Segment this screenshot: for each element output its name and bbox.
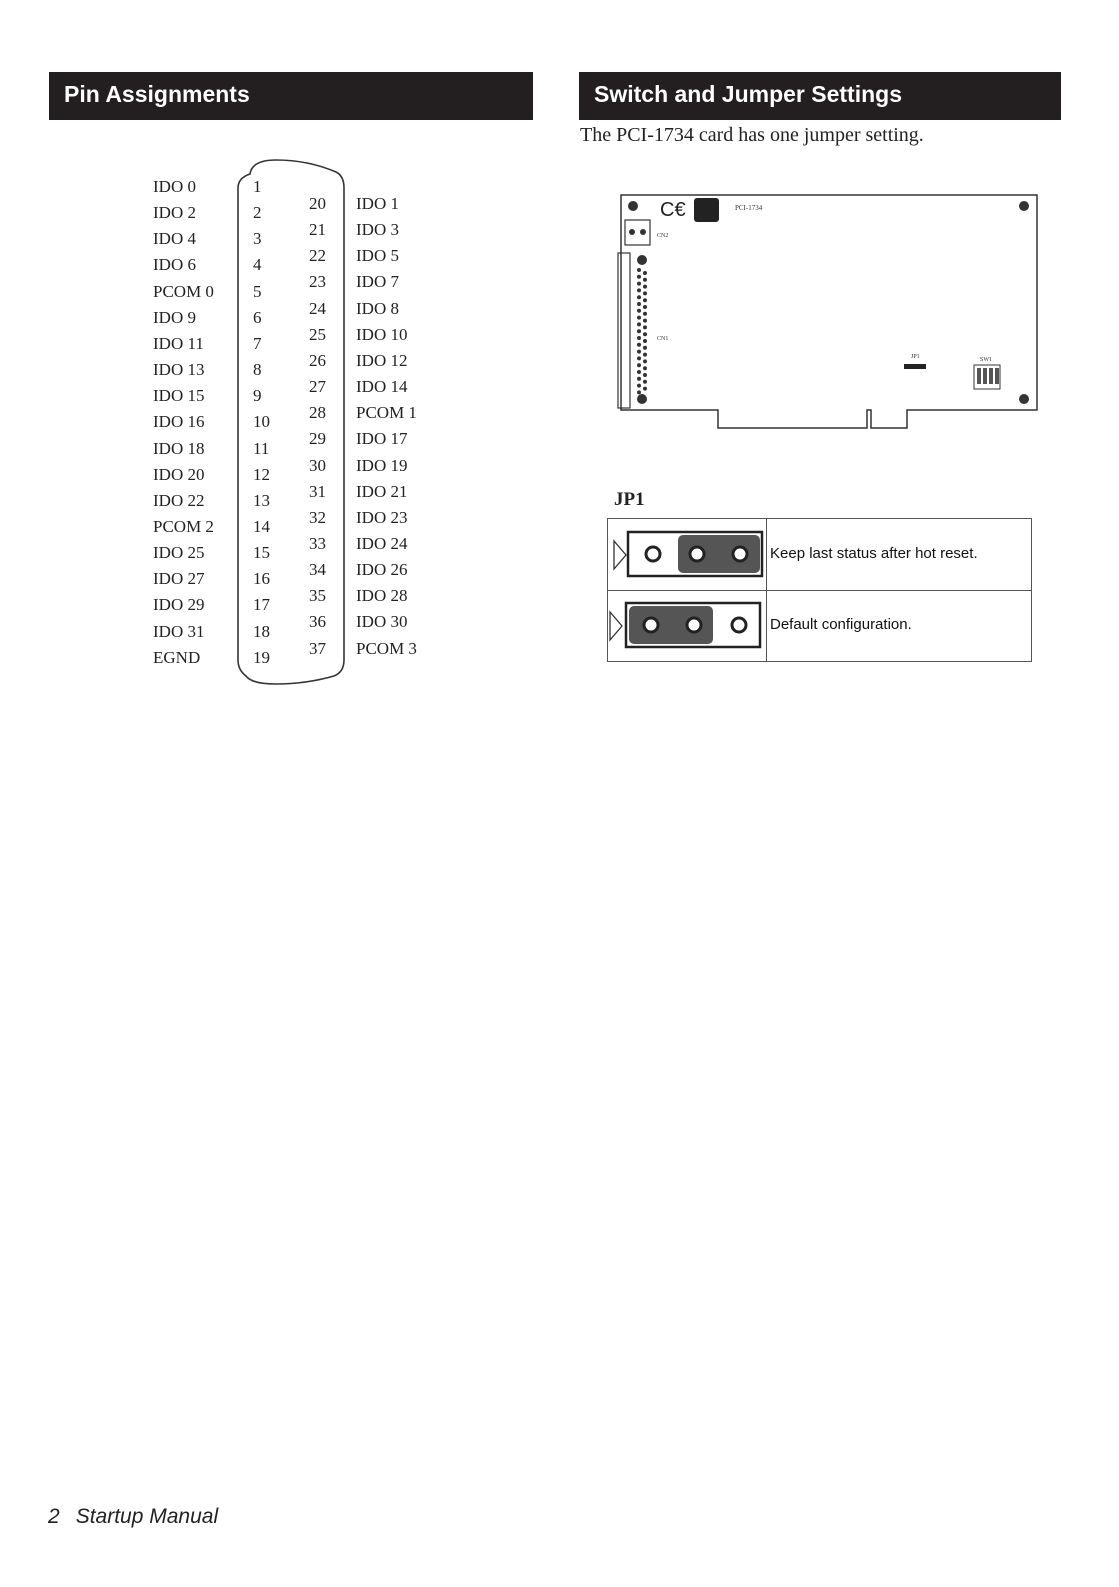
pin-number: 29 <box>309 429 326 448</box>
pin-label: IDO 7 <box>356 272 399 291</box>
pin-number: 21 <box>309 220 326 239</box>
pin-number: 14 <box>253 517 270 536</box>
pin-label: IDO 11 <box>153 334 204 353</box>
cn2-label: CN2 <box>657 233 669 239</box>
pin-label: IDO 3 <box>356 220 399 239</box>
pin-number: 32 <box>309 508 326 527</box>
pin-label: IDO 28 <box>356 586 408 605</box>
jumper-1-2-shorted-icon <box>608 590 766 662</box>
pin-number: 16 <box>253 569 270 588</box>
pin-number: 31 <box>309 482 326 501</box>
pin-label: IDO 15 <box>153 386 205 405</box>
pin-number: 7 <box>253 334 262 353</box>
jumper-row <box>608 519 1031 591</box>
page-footer <box>48 1505 218 1529</box>
pin-number: 1 <box>253 177 262 196</box>
jp1-label: JP1 <box>911 354 920 360</box>
pin-number: 23 <box>309 272 326 291</box>
pin-number: 37 <box>309 639 326 658</box>
pin-number: 13 <box>253 491 270 510</box>
pin-number: 28 <box>309 403 326 422</box>
jumper-table <box>607 518 1032 662</box>
pin-number: 4 <box>253 255 262 274</box>
pin-label: IDO 6 <box>153 255 196 274</box>
pin-label: IDO 5 <box>356 246 399 265</box>
pin-number: 17 <box>253 595 270 614</box>
pin-number: 12 <box>253 465 270 484</box>
pin-number: 18 <box>253 622 270 641</box>
pin-label: IDO 10 <box>356 325 408 344</box>
pin-number: 2 <box>253 203 262 222</box>
pin-number: 9 <box>253 386 262 405</box>
sw1-label: SW1 <box>980 357 992 363</box>
pin-label: IDO 27 <box>153 569 205 588</box>
pin-label: IDO 25 <box>153 543 205 562</box>
page-number: 2 <box>48 1505 60 1528</box>
jumper-title: JP1 <box>614 489 645 510</box>
jumper-description: Default configuration. <box>770 616 912 633</box>
board-model-label: PCI-1734 <box>735 204 763 212</box>
pin-label: IDO 16 <box>153 412 205 431</box>
pin-label: IDO 19 <box>356 456 408 475</box>
pin-number: 20 <box>309 194 326 213</box>
pin-label: IDO 0 <box>153 177 196 196</box>
pin-label: IDO 21 <box>356 482 408 501</box>
pin-label: IDO 24 <box>356 534 408 553</box>
pin-label: IDO 9 <box>153 308 196 327</box>
pin-label: IDO 17 <box>356 429 408 448</box>
pin-label: IDO 30 <box>356 612 408 631</box>
cn1-label: CN1 <box>657 336 669 342</box>
pin-number: 36 <box>309 612 326 631</box>
pin-label: IDO 1 <box>356 194 399 213</box>
pin-number: 3 <box>253 229 262 248</box>
pin-label: IDO 23 <box>356 508 408 527</box>
pin-number: 22 <box>309 246 326 265</box>
pin-number: 35 <box>309 586 326 605</box>
jp1-header <box>904 364 926 369</box>
jumper-row <box>608 590 1031 661</box>
pin-label: IDO 20 <box>153 465 205 484</box>
pin-number: 33 <box>309 534 326 553</box>
pin-label: IDO 26 <box>356 560 408 579</box>
section-header-pin-assignments: Pin Assignments <box>49 72 533 120</box>
cert-logo-icon <box>694 198 719 222</box>
pin-label: PCOM 1 <box>356 403 417 422</box>
pin-label: IDO 4 <box>153 229 196 248</box>
pci-card-diagram <box>614 188 1054 438</box>
pin-number: 27 <box>309 377 326 396</box>
intro-text: The PCI-1734 card has one jumper setting. <box>580 124 924 146</box>
pin-label: IDO 2 <box>153 203 196 222</box>
pin-label: IDO 18 <box>153 439 205 458</box>
pin-number: 26 <box>309 351 326 370</box>
pin-number: 10 <box>253 412 270 431</box>
pin-number: 6 <box>253 308 262 327</box>
pin-number: 8 <box>253 360 262 379</box>
pin-label: IDO 8 <box>356 299 399 318</box>
pin-label: PCOM 2 <box>153 517 214 536</box>
pin-number: 19 <box>253 648 270 667</box>
pin-number: 5 <box>253 282 262 301</box>
pin-label: IDO 31 <box>153 622 205 641</box>
jumper-2-3-shorted-icon <box>608 519 766 589</box>
pin-label: IDO 22 <box>153 491 205 510</box>
pin-number: 11 <box>253 439 270 458</box>
pin-label: IDO 13 <box>153 360 205 379</box>
pin-number: 30 <box>309 456 326 475</box>
footer-title: Startup Manual <box>75 1505 219 1528</box>
section-header-switch-jumper-settings: Switch and Jumper Settings <box>579 72 1061 120</box>
pin-number: 24 <box>309 299 326 318</box>
pin-label: PCOM 0 <box>153 282 214 301</box>
pin-number: 15 <box>253 543 270 562</box>
pin-label: IDO 12 <box>356 351 408 370</box>
pin-number: 34 <box>309 560 326 579</box>
pin-label: IDO 14 <box>356 377 408 396</box>
pin-number: 25 <box>309 325 326 344</box>
pin-label: EGND <box>153 648 201 667</box>
jumper-description: Keep last status after hot reset. <box>770 545 978 562</box>
pin-label: IDO 29 <box>153 595 205 614</box>
svg-text:C€: C€ <box>660 199 686 221</box>
pin-label: PCOM 3 <box>356 639 417 658</box>
